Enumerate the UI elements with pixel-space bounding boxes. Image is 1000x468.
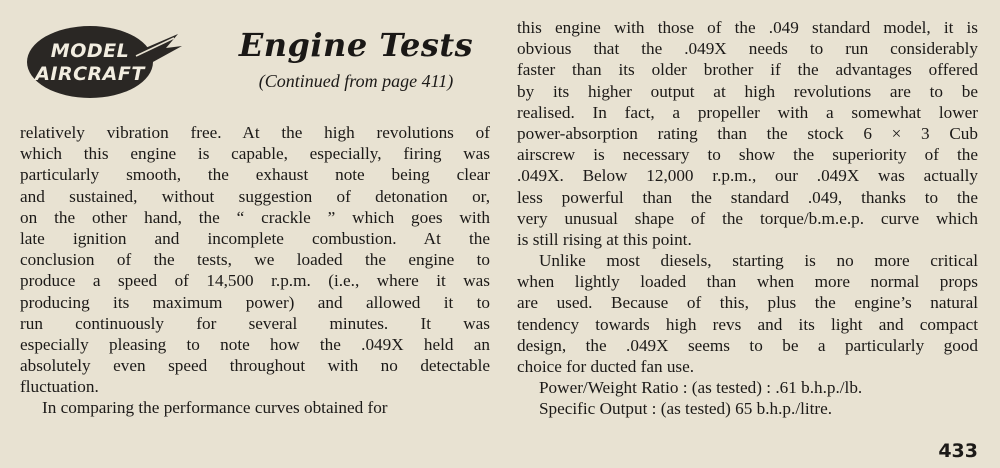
text-line: conclusion of the tests, we loaded the engine to <box>20 250 490 270</box>
text-line: relatively vibration free. At the high revolutions of <box>20 123 490 142</box>
text-line: by its higher output at high revolutions are to be <box>517 81 978 101</box>
text-line: airscrew is necessary to show the superiority of the <box>517 145 978 165</box>
text-line: design, the .049X seems to be a particularly good <box>517 335 978 355</box>
text-line: In comparing the performance curves obtained for <box>42 398 388 418</box>
text-line: choice for ducted fan use. <box>517 357 695 376</box>
spec-specific-output: Specific Output : (as tested) 65 b.h.p./litre. <box>539 399 833 419</box>
logo-text-model: MODEL <box>50 40 130 62</box>
continued-note: (Continued from page 411) <box>258 71 454 91</box>
text-line: are used. Because of this, plus the engine’s natural <box>517 293 978 313</box>
text-line: very unusual shape of the torque/b.m.e.p. curve which <box>517 208 978 228</box>
text-line: this engine with those of the .049 standard model, it is <box>517 18 978 37</box>
text-line: when lightly loaded than when more normal props <box>517 272 978 292</box>
logo-text-aircraft: AIRCRAFT <box>35 63 145 85</box>
text-line: obvious that the .049X needs to run considerably <box>517 39 978 59</box>
text-line: less powerful than the standard .049, thanks to the <box>517 187 978 207</box>
model-aircraft-logo <box>26 20 182 100</box>
text-line: Unlike most diesels, starting is no more critical <box>539 251 978 271</box>
text-line: .049X. Below 12,000 r.p.m., our .049X was actually <box>517 166 978 186</box>
spec-power-weight: Power/Weight Ratio : (as tested) : .61 b.h.p./lb. <box>539 378 863 398</box>
text-line: run continuously for several minutes. It was <box>20 313 490 333</box>
right-column <box>517 17 978 420</box>
text-line: realised. In fact, a propeller with a somewhat lower <box>517 102 978 122</box>
text-line: fluctuation. <box>20 377 99 397</box>
text-line: faster than its older brother if the advantages offered <box>517 60 978 80</box>
text-line: absolutely even speed throughout with no detectable <box>20 356 490 376</box>
text-line: is still rising at this point. <box>517 229 692 249</box>
text-line: producing its maximum power) and allowed it to <box>20 292 490 312</box>
text-line: particularly smooth, the exhaust note being clear <box>20 165 490 185</box>
text-line: tendency towards high revs and its light and compact <box>517 314 978 334</box>
text-line: power-absorption rating than the stock 6 × 3 Cub <box>517 123 978 143</box>
left-column <box>20 122 490 419</box>
text-line: late ignition and incomplete combustion. At the <box>20 228 490 248</box>
text-line: on the other hand, the “ crackle ” which goes with <box>20 207 490 227</box>
page-number: 433 <box>938 440 978 462</box>
text-line: produce a speed of 14,500 r.p.m. (i.e., where it was <box>20 271 490 291</box>
article-title: Engine Tests <box>238 26 474 64</box>
text-line: which this engine is capable, especially, firing was <box>20 144 490 164</box>
text-line: especially pleasing to note how the .049X held an <box>20 334 490 354</box>
text-line: and sustained, without suggestion of detonation or, <box>20 186 490 206</box>
